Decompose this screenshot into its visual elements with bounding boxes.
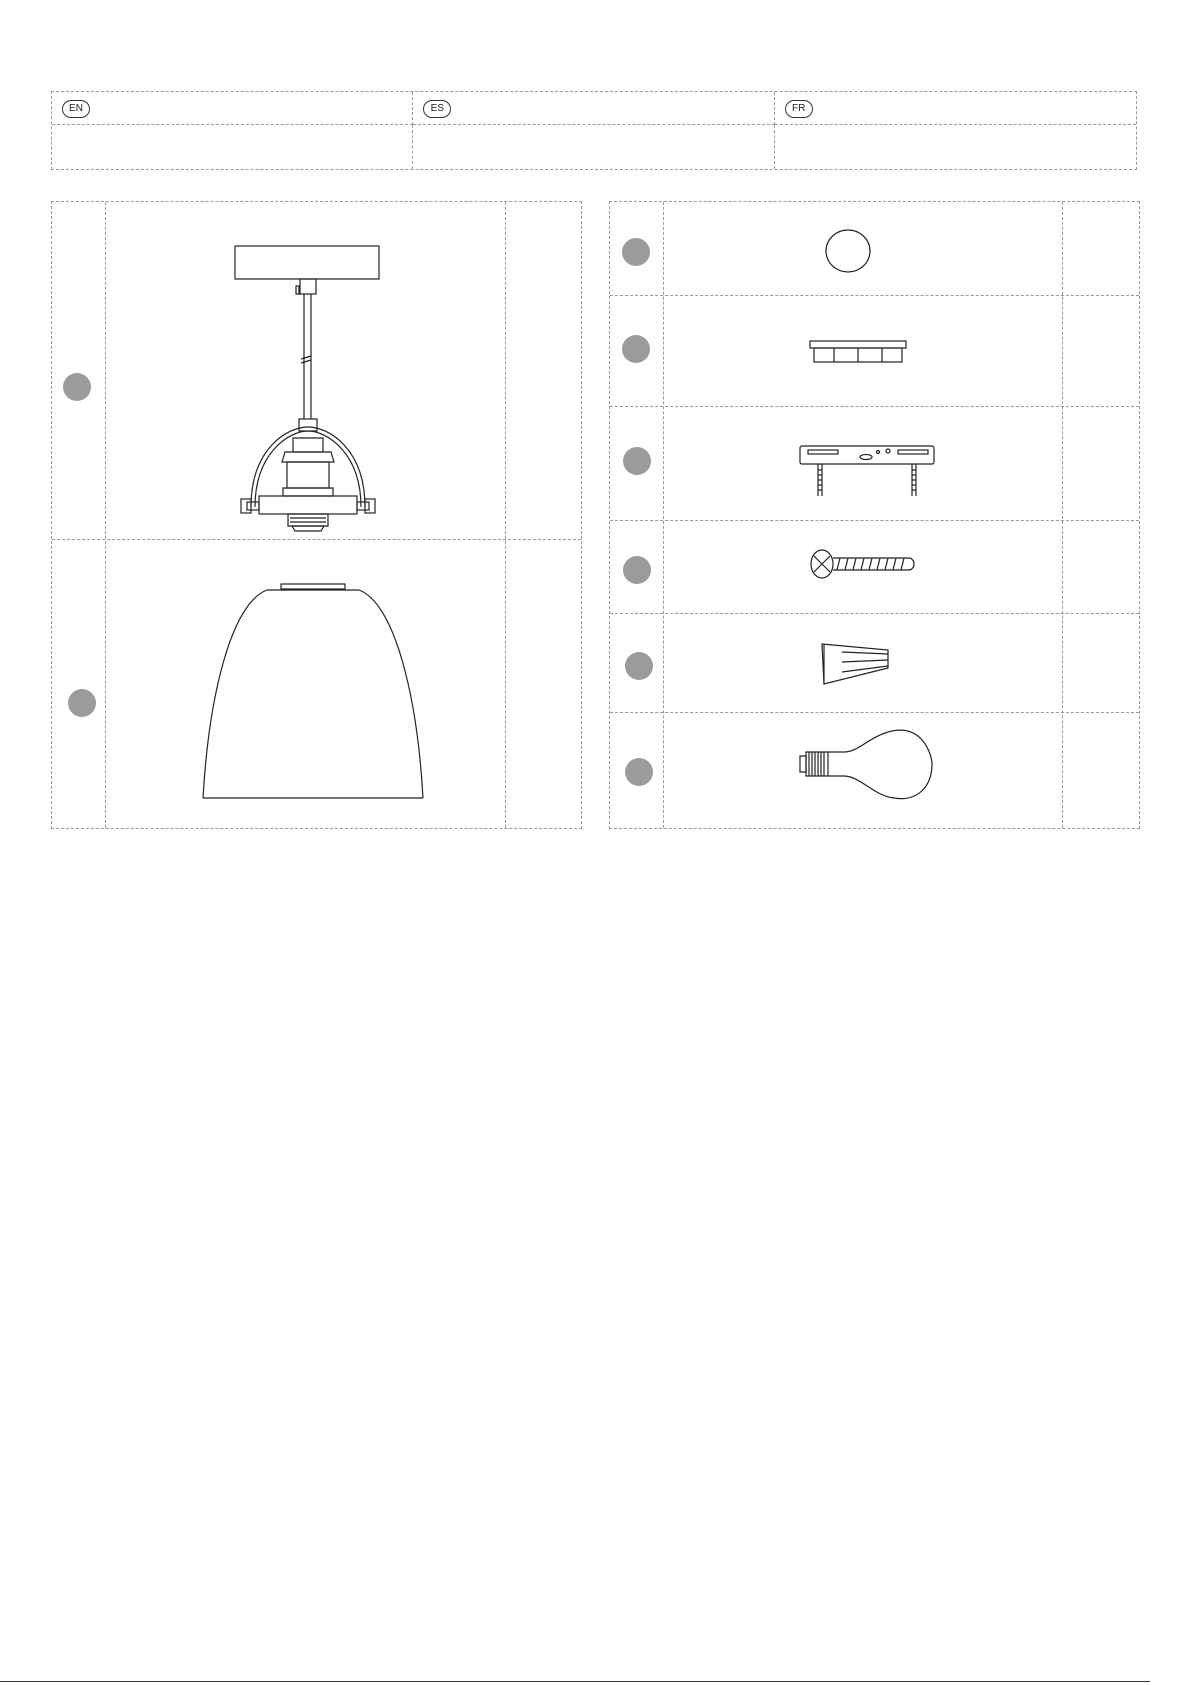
lang-header-en (52, 92, 413, 125)
row-divider (610, 295, 1139, 296)
part-number-badge (63, 373, 91, 401)
lang-header-fr (775, 92, 1136, 125)
page-footer-rule (0, 1681, 1150, 1682)
lang-badge-fr: FR (785, 100, 813, 118)
part-number-badge (622, 238, 650, 266)
row-divider (610, 520, 1139, 521)
language-table (51, 91, 1137, 170)
row-divider (610, 613, 1139, 614)
part-number-badge (68, 689, 96, 717)
part-number-badge (622, 335, 650, 363)
part-number-badge (623, 447, 651, 475)
lang-badge-en: EN (62, 100, 90, 118)
parts-panel-right (609, 201, 1140, 829)
pendant-fixture-icon (227, 244, 397, 534)
lang-header-es (413, 92, 774, 125)
part-number-badge (623, 556, 651, 584)
light-bulb-icon (798, 726, 934, 802)
round-cap-icon (823, 228, 873, 274)
lang-cell-en (52, 125, 413, 169)
row-divider (52, 539, 581, 540)
parts-panel-left (51, 201, 582, 829)
column-divider (105, 202, 106, 828)
lamp-shade-icon (197, 583, 429, 803)
lang-cell-fr (775, 125, 1136, 169)
ring-nut-icon (806, 339, 910, 367)
row-divider (610, 406, 1139, 407)
lang-cell-es (413, 125, 774, 169)
lang-badge-es: ES (423, 100, 451, 118)
column-divider (505, 202, 506, 828)
wire-connector-icon (818, 640, 898, 688)
part-number-badge (625, 652, 653, 680)
screw-icon (808, 546, 916, 582)
row-divider (610, 712, 1139, 713)
mounting-bracket-icon (798, 442, 938, 500)
part-number-badge (625, 758, 653, 786)
